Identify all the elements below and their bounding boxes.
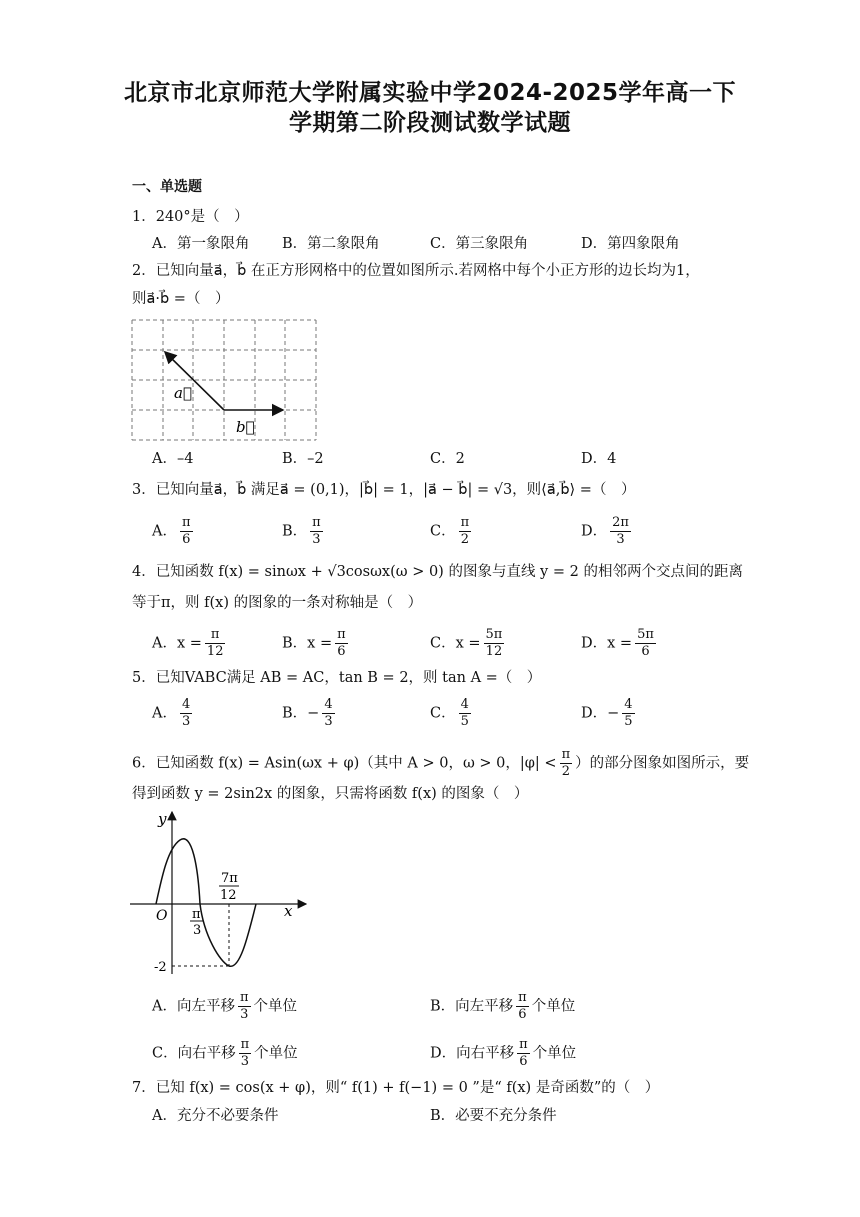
q4-stem-line2: 等于π，则 f(x) 的图象的一条对称轴是（ ）: [132, 595, 423, 611]
q7-option-b: B．必要不充分条件: [430, 1108, 557, 1124]
origin-label: O: [156, 908, 168, 924]
grid-lines: [132, 320, 316, 440]
q4-stem-line1: 4．已知函数 f(x) = sinωx + √3cosωx(ω > 0) 的图象与直线 y = 2 的相邻两个交点间的距离: [132, 564, 743, 580]
q7-stem: 7．已知 f(x) = cos(x + φ)，则“ f(1) + f(−1) = 0 ”是“ f(x) 是奇函数”的（ ）: [132, 1080, 660, 1096]
q6-option-c: C．向右平移 $\frac{\pi}{3}$ 个单位: [152, 1037, 298, 1069]
q7-option-a: A．充分不必要条件: [152, 1108, 279, 1124]
q2-stem-line1: 2．已知向量a⃗，b⃗ 在正方形网格中的位置如图所示.若网格中每个小正方形的边长均为1，: [132, 263, 700, 279]
q2-option-b: B．–2: [282, 451, 324, 467]
q6-stem-line1: 6．已知函数 f(x) = Asin(ωx + φ)（其中 A > 0，ω > 0，|φ| < $\frac{\pi}{2}$ ）的部分图象如图所示，要: [132, 747, 750, 779]
q3-option-a: A． $\frac{\pi}{6}$: [152, 515, 191, 547]
q6-option-a: A．向左平移 $\frac{\pi}{3}$ 个单位: [152, 990, 298, 1022]
q5-option-d: D．− $\frac{4}{5}$: [581, 697, 633, 729]
q6-sine-graph-figure: [124, 806, 324, 976]
q4-option-c: C．x = $\frac{5\pi}{12}$: [430, 627, 503, 659]
q1-option-b: B．第二象限角: [282, 236, 380, 252]
q5-option-c: C． $\frac{4}{5}$: [430, 697, 469, 729]
vector-b-label: b⃗: [236, 418, 255, 436]
q5-option-b: B．− $\frac{4}{3}$: [282, 697, 333, 729]
q1-option-c: C．第三象限角: [430, 236, 529, 252]
q4-option-d: D．x = $\frac{5\pi}{6}$: [581, 627, 654, 659]
tick-pi-3-numerator: π: [192, 907, 201, 922]
q3-stem: 3．已知向量a⃗，b⃗ 满足a⃗ = (0,1)，|b⃗| = 1，|a⃗ − b⃗| = √3，则⟨a⃗,b⃗⟩ =（ ）: [132, 482, 636, 498]
section-heading: 一、单选题: [132, 179, 202, 195]
vector-a-label: a⃗: [174, 384, 192, 402]
y-min-label: -2: [154, 960, 167, 975]
sine-curve: [156, 839, 256, 966]
q2-vector-grid-figure: [130, 318, 320, 444]
q6-stem-line2: 得到函数 y = 2sin2x 的图象，只需将函数 f(x) 的图象（ ）: [132, 786, 529, 802]
q3-option-c: C． $\frac{\pi}{2}$: [430, 515, 470, 547]
exam-title-line1: 北京市北京师范大学附属实验中学2024-2025学年高一下: [123, 80, 737, 106]
tick-7pi-12-denominator: 12: [220, 888, 237, 903]
exam-title-line2: 学期第二阶段测试数学试题: [289, 110, 571, 136]
q3-option-b: B． $\frac{\pi}{3}$: [282, 515, 321, 547]
q2-option-a: A．–4: [152, 451, 194, 467]
q5-option-a: A． $\frac{4}{3}$: [152, 697, 191, 729]
q4-option-b: B．x = $\frac{\pi}{6}$: [282, 627, 346, 659]
q4-option-a: A．x = $\frac{\pi}{12}$: [152, 627, 224, 659]
q6-option-d: D．向右平移 $\frac{\pi}{6}$ 个单位: [430, 1037, 577, 1069]
q5-stem: 5．已知VABC满足 AB = AC，tan B = 2，则 tan A =（ ）: [132, 670, 542, 686]
y-axis-label: y: [158, 810, 167, 828]
q2-stem-line2: 则a⃗·b⃗ =（ ）: [132, 291, 230, 307]
tick-7pi-12-numerator: 7π: [221, 871, 238, 886]
q2-option-d: D．4: [581, 451, 617, 467]
q1-option-d: D．第四象限角: [581, 236, 680, 252]
tick-pi-3-denominator: 3: [193, 923, 202, 938]
q2-option-c: C．2: [430, 451, 465, 467]
q6-option-b: B．向左平移 $\frac{\pi}{6}$ 个单位: [430, 990, 576, 1022]
q3-option-d: D． $\frac{2\pi}{3}$: [581, 515, 629, 547]
x-axis-label: x: [284, 902, 293, 920]
q1-option-a: A．第一象限角: [152, 236, 250, 252]
q1-stem: 1．240°是（ ）: [132, 209, 249, 225]
